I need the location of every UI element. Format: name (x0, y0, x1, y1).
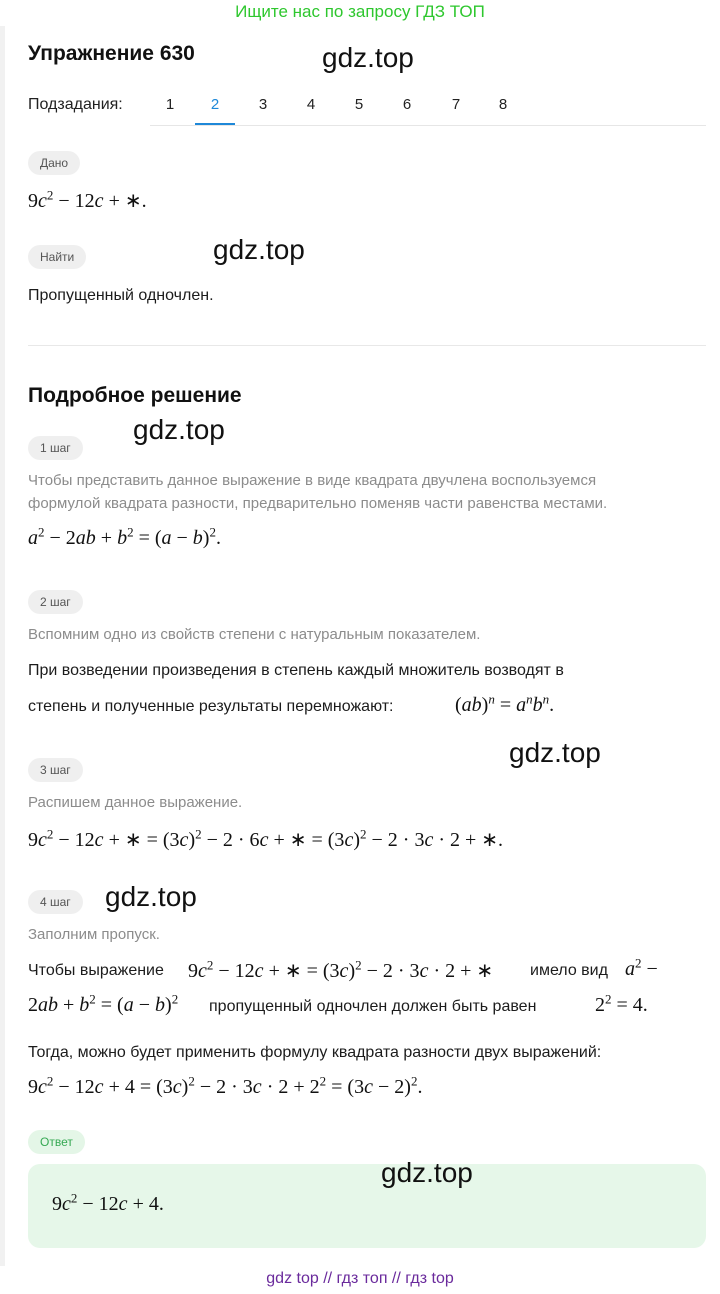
step-4-body-1b: имело вид (530, 962, 608, 979)
divider (28, 345, 706, 346)
watermark: gdz.top (322, 42, 414, 73)
step-2-hint: Вспомним одно из свойств степени с натуральным показателем. (28, 626, 481, 643)
search-banner[interactable]: Ищите нас по запросу ГДЗ ТОП (235, 2, 485, 21)
watermark: gdz.top (105, 881, 197, 912)
step-4-formula-c: $2ab + b^2 = (a - b)^2$ (28, 991, 179, 1016)
watermark: gdz.top (213, 234, 305, 265)
watermark: gdz.top (133, 414, 225, 445)
tab-1[interactable]: 1 (165, 96, 175, 113)
tab-6[interactable]: 6 (402, 96, 412, 113)
tab-8[interactable]: 8 (498, 96, 508, 113)
step-4-body-2: пропущенный одночлен должен быть равен (209, 998, 537, 1015)
subtask-tabs (150, 86, 706, 126)
find-badge: Найти (28, 245, 86, 269)
step-4-body-1a: Чтобы выражение (28, 962, 164, 979)
footer-links[interactable]: gdz top // гдз топ // гдз top (266, 1270, 454, 1287)
subtasks-label: Подзадания: (28, 96, 123, 113)
step-4-badge: 4 шаг (28, 890, 83, 914)
step-1-hint-2: формулой квадрата разности, предварительно поменяв части равенства местами. (28, 495, 608, 512)
step-2-formula: $(ab)^n = a^nb^n$. (455, 691, 555, 716)
tab-3[interactable]: 3 (258, 96, 268, 113)
step-1-hint: Чтобы представить данное выражение в виде квадрата двучлена воспользуемся (28, 472, 597, 489)
answer-badge: Ответ (28, 1130, 85, 1154)
step-3-badge: 3 шаг (28, 758, 83, 782)
step-4-formula-d: $2^2 = 4$. (595, 991, 648, 1016)
step-2-body-2: степень и полученные результаты перемножают: (28, 698, 394, 715)
tab-7[interactable]: 7 (451, 96, 461, 113)
left-rail (0, 26, 5, 1266)
step-1-badge: 1 шаг (28, 436, 83, 460)
given-expression: $9c^2 - 12c$ + ∗. (28, 187, 147, 212)
find-text: Пропущенный одночлен. (28, 287, 214, 304)
step-2-body-1: При возведении произведения в степень каждый множитель возводят в (28, 662, 564, 679)
tab-5[interactable]: 5 (354, 96, 364, 113)
watermark: gdz.top (509, 737, 601, 768)
step-4-formula-b: $a^2$ − (625, 955, 658, 980)
step-3-formula: $9c^2 - 12c$ + ∗ = $(3c)^2 - 2 \cdot 6c$ + ∗ = $(3c)^2 - 2 \cdot 3c \cdot 2$ + ∗. (28, 826, 504, 851)
solution-title: Подробное решение (28, 384, 242, 407)
step-2-badge: 2 шаг (28, 590, 83, 614)
step-4-formula-e: $9c^2 - 12c + 4 = (3c)^2 - 2 \cdot 3c \cdot 2 + 2^2 = (3c - 2)^2$. (28, 1073, 423, 1098)
step-4-formula-a: $9c^2 - 12c$ + ∗ = $(3c)^2 - 2 \cdot 3c \cdot 2$ + ∗ (188, 957, 494, 982)
tab-2[interactable]: 2 (210, 96, 220, 113)
watermark: gdz.top (381, 1157, 473, 1188)
step-3-hint: Распишем данное выражение. (28, 794, 243, 811)
active-tab-indicator (195, 123, 235, 125)
step-4-body-3: Тогда, можно будет применить формулу квадрата разности двух выражений: (28, 1044, 602, 1061)
page-title: Упражнение 630 (28, 42, 195, 65)
answer-expression: $9c^2 - 12c + 4$. (52, 1190, 164, 1215)
step-1-formula: $a^2 - 2ab + b^2 = (a - b)^2$. (28, 524, 221, 549)
tab-4[interactable]: 4 (306, 96, 316, 113)
step-4-hint: Заполним пропуск. (28, 926, 160, 943)
given-badge: Дано (28, 151, 80, 175)
